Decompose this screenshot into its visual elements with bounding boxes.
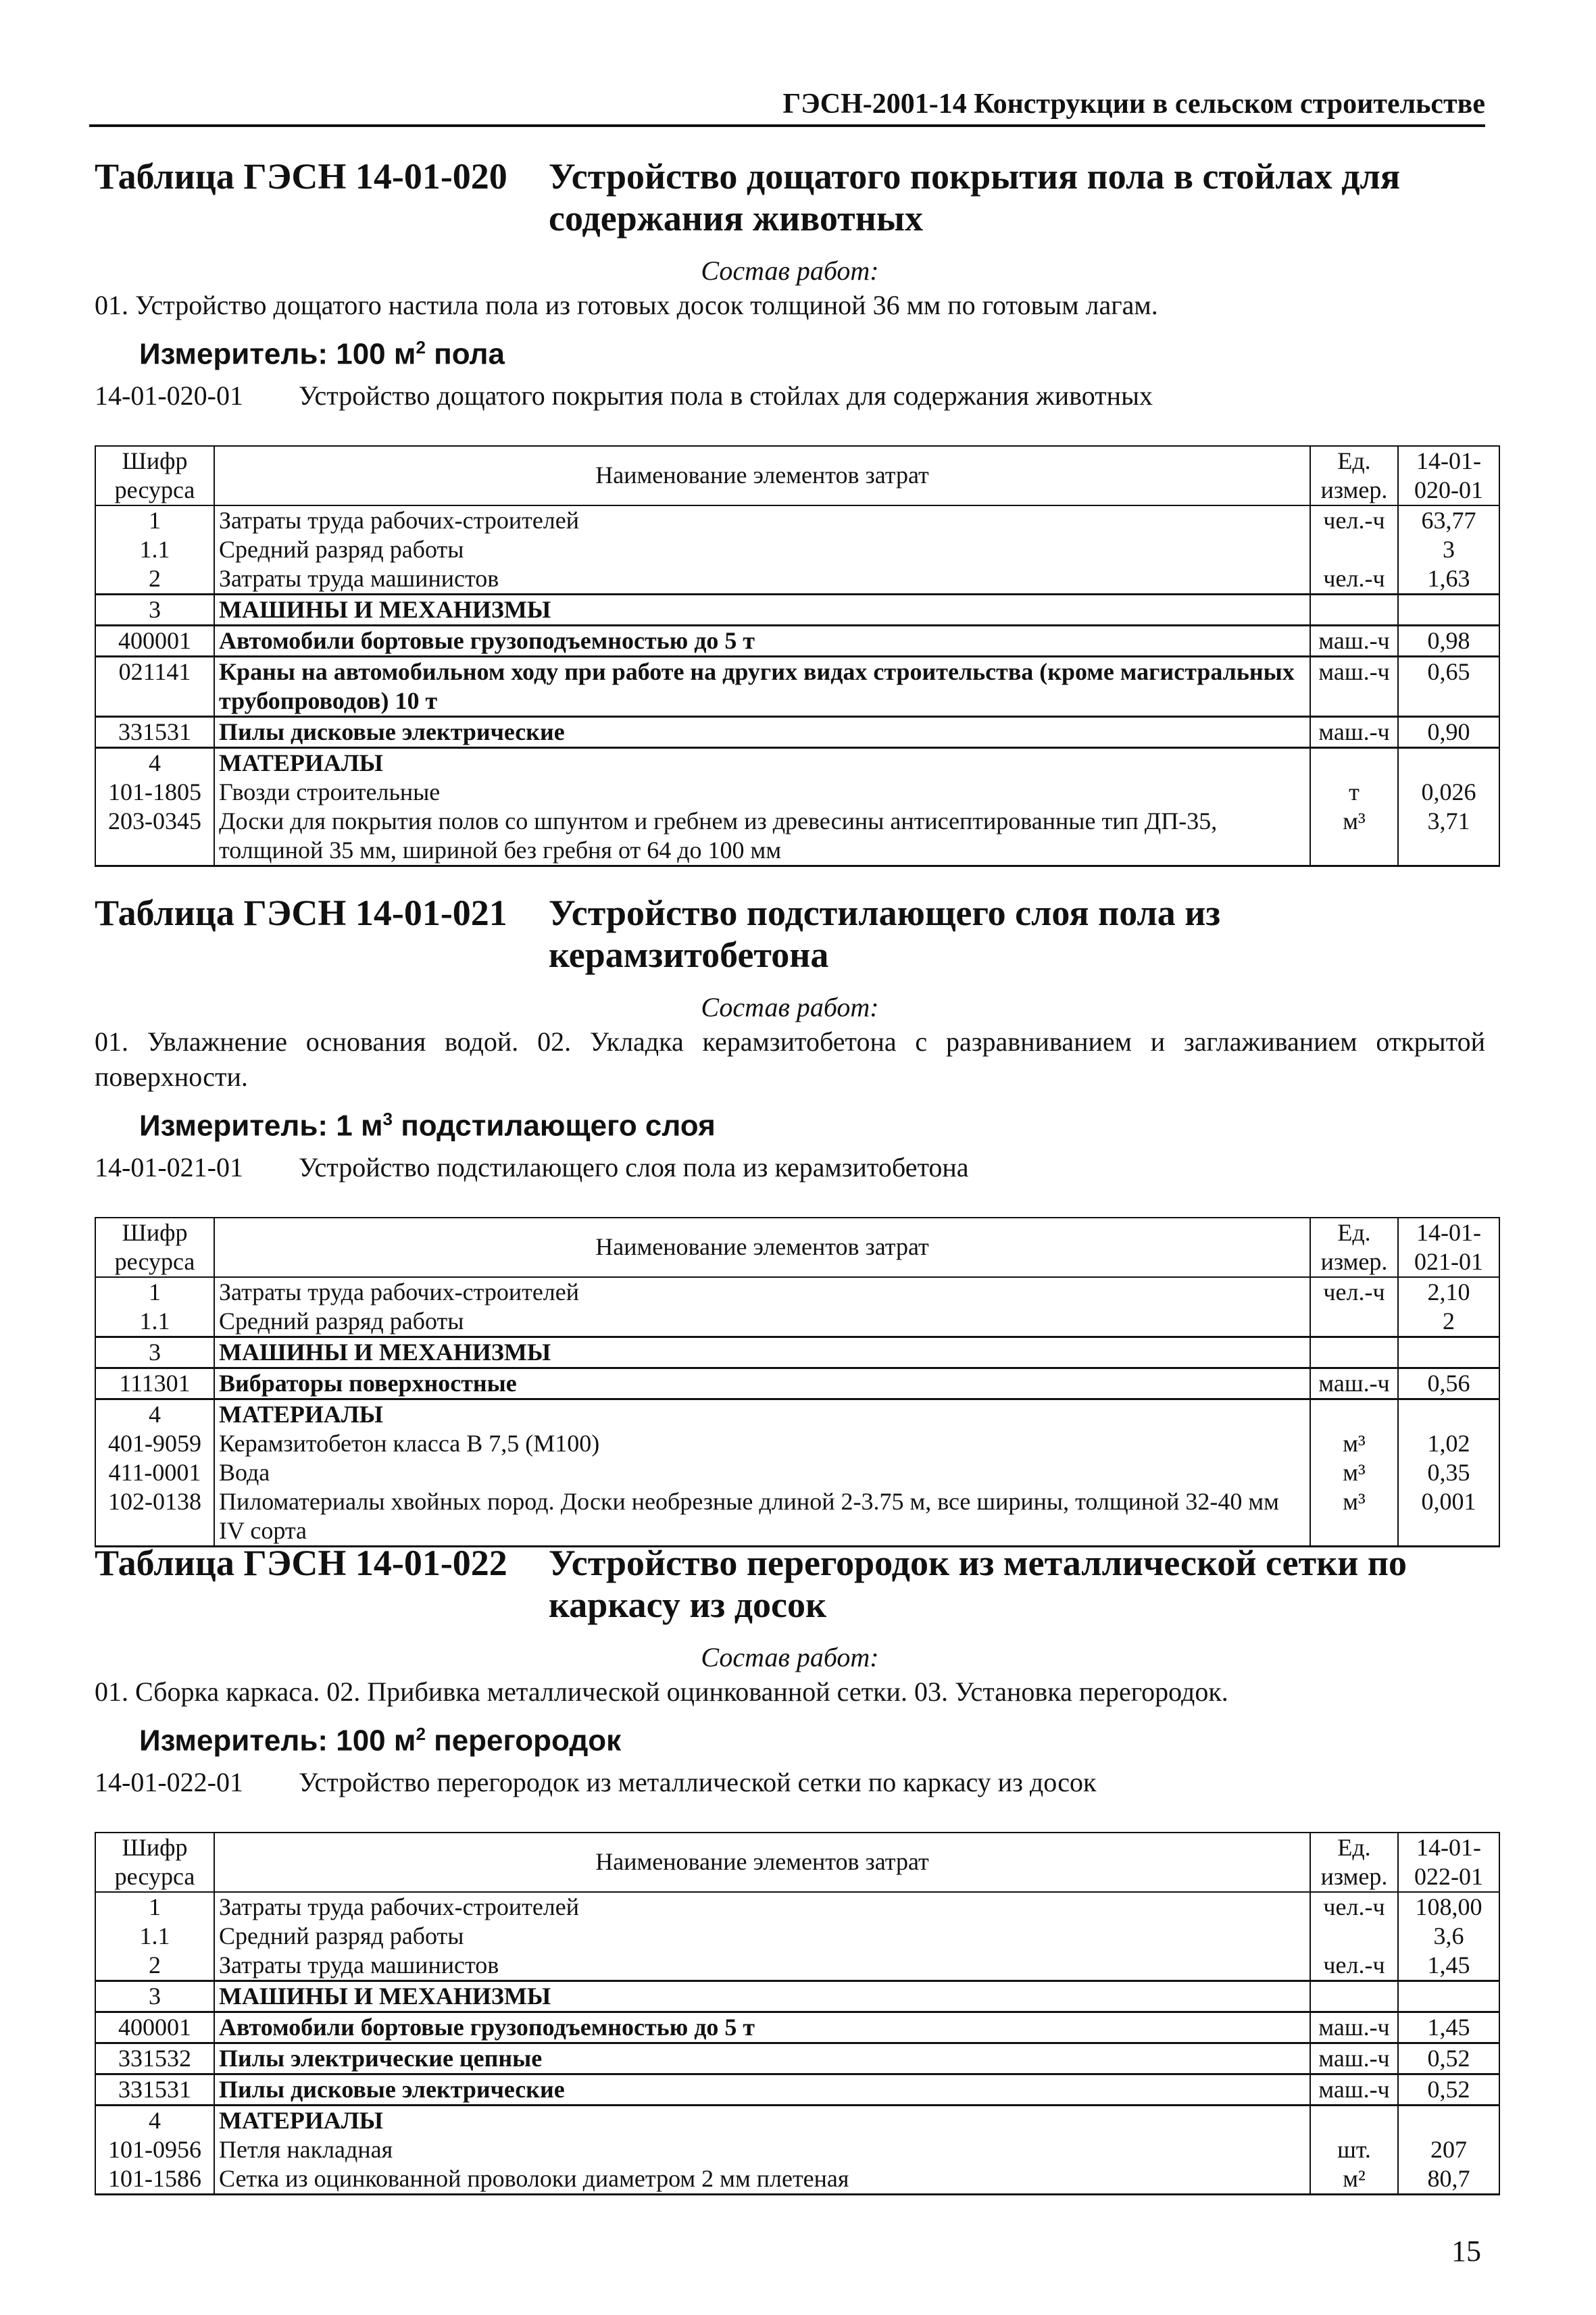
resource-name: Средний разряд работы bbox=[214, 535, 1310, 564]
norm-name: Устройство дощатого покрытия пола в стойлах для содержания животных bbox=[299, 380, 1153, 411]
resource-value: 0,35 bbox=[1398, 1458, 1499, 1487]
running-header: ГЭСН-2001-14 Конструкции в сельском строительстве bbox=[89, 88, 1485, 127]
resource-code: 111301 bbox=[95, 1368, 214, 1399]
resource-name: МАШИНЫ И МЕХАНИЗМЫ bbox=[214, 594, 1310, 625]
table-row bbox=[95, 564, 1499, 595]
resource-name: Затраты труда рабочих-строителей bbox=[214, 1277, 1310, 1307]
works-description: 01. Увлажнение основания водой. 02. Укладка керамзитобетона с разравниванием и заглаживанием открытой поверхности. bbox=[95, 1026, 1485, 1092]
table-row bbox=[95, 2105, 1499, 2135]
resource-table bbox=[95, 1832, 1500, 2195]
resource-code: 203-0345 bbox=[95, 807, 214, 866]
table-row bbox=[95, 2012, 1499, 2043]
table-title: Устройство перегородок из металлической сетки по каркасу из досок bbox=[549, 1543, 1407, 1625]
resource-name: Затраты труда рабочих-строителей bbox=[214, 505, 1310, 535]
resource-value: 1,63 bbox=[1398, 564, 1499, 595]
col-unit-header: Ед. измер. bbox=[1310, 1218, 1398, 1277]
resource-unit: чел.-ч bbox=[1310, 1892, 1398, 1922]
resource-value bbox=[1398, 1337, 1499, 1368]
resource-name: МАТЕРИАЛЫ bbox=[214, 747, 1310, 778]
resource-code: 1.1 bbox=[95, 1922, 214, 1951]
resource-table bbox=[95, 445, 1500, 867]
table-row bbox=[95, 1399, 1499, 1429]
resource-value: 1,02 bbox=[1398, 1429, 1499, 1458]
resource-name: Гвозди строительные bbox=[214, 778, 1310, 807]
resource-value: 108,00 bbox=[1398, 1892, 1499, 1922]
resource-name: Средний разряд работы bbox=[214, 1307, 1310, 1337]
resource-value: 3,71 bbox=[1398, 807, 1499, 866]
resource-name: Пилы дисковые электрические bbox=[214, 2074, 1310, 2105]
resource-value bbox=[1398, 594, 1499, 625]
resource-code: 401-9059 bbox=[95, 1429, 214, 1458]
resource-code: 1 bbox=[95, 505, 214, 535]
resource-code: 411-0001 bbox=[95, 1458, 214, 1487]
resource-unit: чел.-ч bbox=[1310, 564, 1398, 595]
meter-prefix: Измеритель: 100 м bbox=[139, 1724, 416, 1758]
resource-unit: чел.-ч bbox=[1310, 1951, 1398, 1981]
table-header-row bbox=[95, 446, 1499, 505]
resource-name: Затраты труда машинистов bbox=[214, 564, 1310, 595]
resource-value: 0,52 bbox=[1398, 2043, 1499, 2074]
resource-value: 1,45 bbox=[1398, 1951, 1499, 1981]
resource-unit bbox=[1310, 535, 1398, 564]
table-row bbox=[95, 1429, 1499, 1458]
resource-code: 400001 bbox=[95, 2012, 214, 2043]
resource-unit bbox=[1310, 594, 1398, 625]
resource-code: 101-0956 bbox=[95, 2135, 214, 2164]
resource-value: 2 bbox=[1398, 1307, 1499, 1337]
resource-code: 4 bbox=[95, 747, 214, 778]
resource-code: 3 bbox=[95, 594, 214, 625]
resource-name: Пилы дисковые электрические bbox=[214, 716, 1310, 747]
col-code-header: Шифр ресурса bbox=[95, 1218, 214, 1277]
resource-name: Пилы электрические цепные bbox=[214, 2043, 1310, 2074]
resource-value: 3 bbox=[1398, 535, 1499, 564]
resource-name: Автомобили бортовые грузоподъемностью до 5 т bbox=[214, 625, 1310, 656]
table-row bbox=[95, 807, 1499, 866]
resource-code: 1 bbox=[95, 1892, 214, 1922]
resource-name: Затраты труда машинистов bbox=[214, 1951, 1310, 1981]
works-description: 01. Устройство дощатого настила пола из готовых досок толщиной 36 мм по готовым лагам. bbox=[95, 290, 1158, 320]
resource-unit bbox=[1310, 1307, 1398, 1337]
col-norm-header: 14-01- 020-01 bbox=[1398, 446, 1499, 505]
resource-value bbox=[1398, 1399, 1499, 1429]
table-row bbox=[95, 1277, 1499, 1307]
table-row bbox=[95, 594, 1499, 625]
table-title-row bbox=[95, 155, 1485, 239]
col-name-header: Наименование элементов затрат bbox=[214, 446, 1310, 505]
resource-value: 0,026 bbox=[1398, 778, 1499, 807]
table-row bbox=[95, 1951, 1499, 1981]
resource-value: 63,77 bbox=[1398, 505, 1499, 535]
table-title: Устройство дощатого покрытия пола в стойлах для содержания животных bbox=[549, 156, 1401, 239]
col-norm-header: 14-01- 022-01 bbox=[1398, 1833, 1499, 1892]
resource-code: 331531 bbox=[95, 716, 214, 747]
resource-code: 021141 bbox=[95, 656, 214, 716]
resource-name: Керамзитобетон класса В 7,5 (М100) bbox=[214, 1429, 1310, 1458]
resource-unit: маш.-ч bbox=[1310, 2043, 1398, 2074]
resource-unit: маш.-ч bbox=[1310, 2012, 1398, 2043]
meter-suffix: подстилающего слоя bbox=[392, 1109, 716, 1143]
table-title-row bbox=[95, 892, 1485, 976]
resource-name: МАШИНЫ И МЕХАНИЗМЫ bbox=[214, 1981, 1310, 2012]
meter-exponent: 2 bbox=[416, 1724, 426, 1744]
resource-code: 102-0138 bbox=[95, 1487, 214, 1547]
meter-exponent: 2 bbox=[416, 337, 426, 357]
resource-unit bbox=[1310, 1337, 1398, 1368]
resource-name: Автомобили бортовые грузоподъемностью до 5 т bbox=[214, 2012, 1310, 2043]
resource-name: Вибраторы поверхностные bbox=[214, 1368, 1310, 1399]
table-row bbox=[95, 2074, 1499, 2105]
resource-code: 1.1 bbox=[95, 535, 214, 564]
resource-value: 0,52 bbox=[1398, 2074, 1499, 2105]
resource-unit: маш.-ч bbox=[1310, 1368, 1398, 1399]
table-row bbox=[95, 505, 1499, 535]
resource-code: 101-1805 bbox=[95, 778, 214, 807]
resource-code: 101-1586 bbox=[95, 2164, 214, 2195]
resource-value: 0,001 bbox=[1398, 1487, 1499, 1547]
table-row bbox=[95, 1368, 1499, 1399]
resource-code: 400001 bbox=[95, 625, 214, 656]
resource-value: 80,7 bbox=[1398, 2164, 1499, 2195]
table-header-row bbox=[95, 1218, 1499, 1277]
resource-value: 0,98 bbox=[1398, 625, 1499, 656]
resource-code: 2 bbox=[95, 1951, 214, 1981]
table-row bbox=[95, 747, 1499, 778]
col-name-header: Наименование элементов затрат bbox=[214, 1833, 1310, 1892]
resource-value: 0,65 bbox=[1398, 656, 1499, 716]
col-code-header: Шифр ресурса bbox=[95, 1833, 214, 1892]
table-header-row bbox=[95, 1833, 1499, 1892]
table-code: Таблица ГЭСН 14-01-020 bbox=[95, 156, 507, 197]
resource-value: 3,6 bbox=[1398, 1922, 1499, 1951]
resource-value: 0,56 bbox=[1398, 1368, 1499, 1399]
table-row bbox=[95, 1892, 1499, 1922]
table-row bbox=[95, 1337, 1499, 1368]
norm-code: 14-01-020-01 bbox=[95, 380, 243, 411]
resource-unit bbox=[1310, 1981, 1398, 2012]
norm-name: Устройство перегородок из металлической сетки по каркасу из досок bbox=[299, 1766, 1097, 1797]
meter-exponent: 3 bbox=[382, 1109, 393, 1129]
resource-unit bbox=[1310, 1922, 1398, 1951]
norm-line bbox=[95, 1149, 1485, 1186]
table-row bbox=[95, 2164, 1499, 2195]
resource-name: МАТЕРИАЛЫ bbox=[214, 1399, 1310, 1429]
resource-name: МАШИНЫ И МЕХАНИЗМЫ bbox=[214, 1337, 1310, 1368]
table-title-row bbox=[95, 1542, 1485, 1626]
resource-unit: маш.-ч bbox=[1310, 716, 1398, 747]
norm-table-section-021 bbox=[95, 892, 1485, 1547]
resource-value bbox=[1398, 747, 1499, 778]
meter-suffix: перегородок bbox=[425, 1724, 622, 1758]
resource-name: Доски для покрытия полов со шпунтом и гребнем из древесины антисептированные тип ДП-35, толщиной 35 мм, шириной без гребня от 64 до 100 мм bbox=[214, 807, 1310, 866]
resource-name: Петля накладная bbox=[214, 2135, 1310, 2164]
meter-prefix: Измеритель: 1 м bbox=[139, 1109, 383, 1143]
resource-unit: маш.-ч bbox=[1310, 656, 1398, 716]
table-row bbox=[95, 656, 1499, 716]
resource-unit bbox=[1310, 1399, 1398, 1429]
resource-unit: маш.-ч bbox=[1310, 2074, 1398, 2105]
resource-name: Средний разряд работы bbox=[214, 1922, 1310, 1951]
norm-code: 14-01-022-01 bbox=[95, 1766, 243, 1797]
norm-name: Устройство подстилающего слоя пола из керамзитобетона bbox=[299, 1151, 969, 1183]
norm-table-section-020 bbox=[95, 155, 1485, 867]
resource-unit: маш.-ч bbox=[1310, 625, 1398, 656]
norm-code: 14-01-021-01 bbox=[95, 1151, 243, 1183]
resource-unit: м³ bbox=[1310, 807, 1398, 866]
resource-value: 207 bbox=[1398, 2135, 1499, 2164]
resource-unit: м³ bbox=[1310, 1429, 1398, 1458]
composition-heading: Состав работ: bbox=[701, 1642, 879, 1672]
meter-line bbox=[139, 328, 1485, 374]
meter-prefix: Измеритель: 100 м bbox=[139, 337, 416, 371]
resource-value: 2,10 bbox=[1398, 1277, 1499, 1307]
meter-line bbox=[139, 1100, 1485, 1145]
resource-unit: т bbox=[1310, 778, 1398, 807]
resource-unit: м³ bbox=[1310, 1487, 1398, 1547]
meter-suffix: пола bbox=[425, 337, 505, 371]
composition-heading: Состав работ: bbox=[701, 255, 879, 286]
resource-value: 1,45 bbox=[1398, 2012, 1499, 2043]
resource-value bbox=[1398, 1981, 1499, 2012]
col-norm-header: 14-01- 021-01 bbox=[1398, 1218, 1499, 1277]
resource-unit: чел.-ч bbox=[1310, 1277, 1398, 1307]
page-number: 15 bbox=[1451, 2235, 1481, 2268]
norm-table-section-022 bbox=[95, 1542, 1485, 2195]
resource-name: Пиломатериалы хвойных пород. Доски необрезные длиной 2-3.75 м, все ширины, толщиной 32-40 мм IV сорта bbox=[214, 1487, 1310, 1547]
table-title: Устройство подстилающего слоя пола из керамзитобетона bbox=[549, 893, 1221, 975]
table-row bbox=[95, 1487, 1499, 1547]
composition-heading: Состав работ: bbox=[701, 992, 879, 1022]
table-row bbox=[95, 1307, 1499, 1337]
resource-name: Краны на автомобильном ходу при работе на других видах строительства (кроме магистральных трубопроводов) 10 т bbox=[214, 656, 1310, 716]
table-row bbox=[95, 716, 1499, 747]
resource-code: 1 bbox=[95, 1277, 214, 1307]
col-code-header: Шифр ресурса bbox=[95, 446, 214, 505]
resource-name: Затраты труда рабочих-строителей bbox=[214, 1892, 1310, 1922]
resource-code: 3 bbox=[95, 1981, 214, 2012]
resource-value: 0,90 bbox=[1398, 716, 1499, 747]
resource-code: 4 bbox=[95, 1399, 214, 1429]
resource-code: 331531 bbox=[95, 2074, 214, 2105]
table-row bbox=[95, 2043, 1499, 2074]
resource-unit: м² bbox=[1310, 2164, 1398, 2195]
table-code: Таблица ГЭСН 14-01-021 bbox=[95, 893, 507, 933]
table-row bbox=[95, 1922, 1499, 1951]
resource-unit: м³ bbox=[1310, 1458, 1398, 1487]
resource-code: 2 bbox=[95, 564, 214, 595]
resource-value bbox=[1398, 2105, 1499, 2135]
table-row bbox=[95, 625, 1499, 656]
resource-name: Сетка из оцинкованной проволоки диаметром 2 мм плетеная bbox=[214, 2164, 1310, 2195]
col-name-header: Наименование элементов затрат bbox=[214, 1218, 1310, 1277]
table-row bbox=[95, 535, 1499, 564]
col-unit-header: Ед. измер. bbox=[1310, 446, 1398, 505]
table-row bbox=[95, 778, 1499, 807]
table-row bbox=[95, 1458, 1499, 1487]
resource-name: МАТЕРИАЛЫ bbox=[214, 2105, 1310, 2135]
resource-unit: шт. bbox=[1310, 2135, 1398, 2164]
resource-unit bbox=[1310, 747, 1398, 778]
table-code: Таблица ГЭСН 14-01-022 bbox=[95, 1543, 507, 1583]
resource-code: 1.1 bbox=[95, 1307, 214, 1337]
resource-unit bbox=[1310, 2105, 1398, 2135]
resource-code: 3 bbox=[95, 1337, 214, 1368]
resource-name: Вода bbox=[214, 1458, 1310, 1487]
resource-code: 4 bbox=[95, 2105, 214, 2135]
works-description: 01. Сборка каркаса. 02. Прибивка металлической оцинкованной сетки. 03. Установка перегородок. bbox=[95, 1676, 1228, 1707]
table-row bbox=[95, 2135, 1499, 2164]
norm-line bbox=[95, 378, 1485, 414]
norm-line bbox=[95, 1764, 1485, 1801]
col-unit-header: Ед. измер. bbox=[1310, 1833, 1398, 1892]
resource-table bbox=[95, 1217, 1500, 1547]
meter-line bbox=[139, 1715, 1485, 1760]
resource-unit: чел.-ч bbox=[1310, 505, 1398, 535]
resource-code: 331532 bbox=[95, 2043, 214, 2074]
table-row bbox=[95, 1981, 1499, 2012]
